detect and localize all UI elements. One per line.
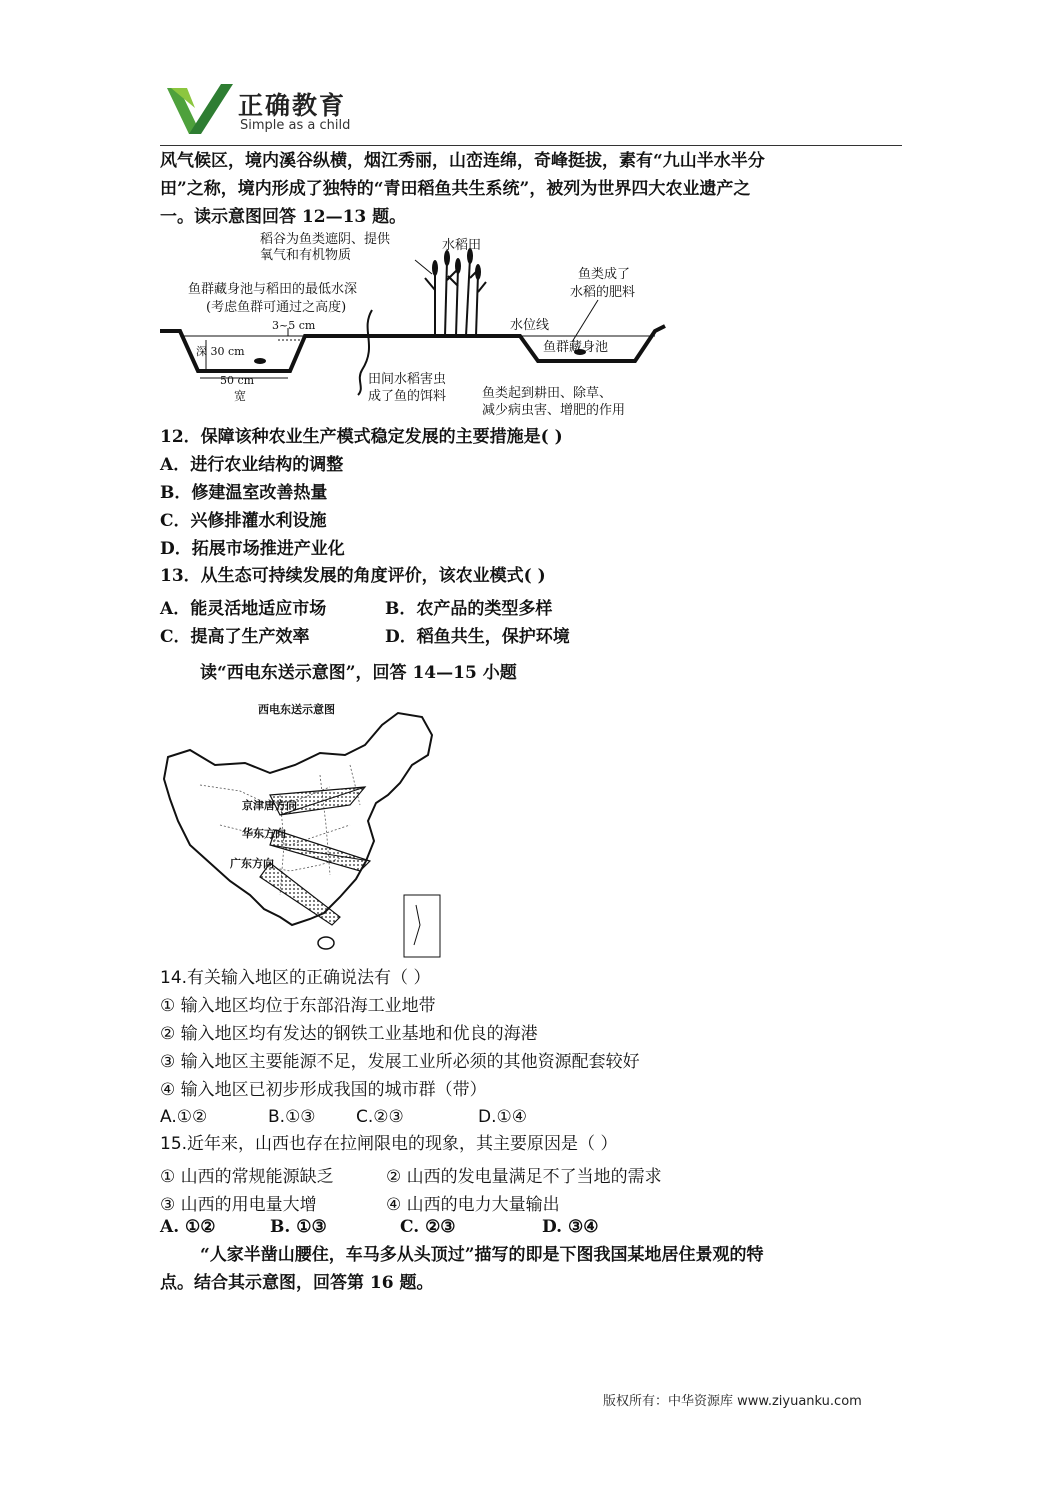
label-width: 宽 (234, 389, 247, 403)
header-divider (160, 145, 902, 146)
q13-option-b: B．农产品的类型多样 (385, 599, 553, 619)
q16-intro-line-2: 点。结合其示意图，回答第 16 题。 (160, 1273, 434, 1293)
label-width-value: 50 cm (220, 374, 255, 387)
label-paddy: 水稻田 (442, 238, 482, 253)
q15-option-d: D. ③④ (542, 1217, 599, 1237)
logo-slogan: Simple as a child (240, 118, 351, 133)
label-pest-2: 成了鱼的饵料 (368, 389, 447, 404)
q15-statement-2: ② 山西的发电量满足不了当地的需求 (386, 1167, 662, 1187)
route-middle-label: 华东方向 (242, 827, 286, 840)
q14-statement-1: ① 输入地区均位于东部沿海工业地带 (160, 996, 436, 1016)
q13-option-a: A．能灵活地适应市场 (160, 599, 327, 619)
label-pest-1: 田间水稻害虫 (368, 372, 447, 387)
q14-statement-3: ③ 输入地区主要能源不足，发展工业所必须的其他资源配套较好 (160, 1052, 640, 1072)
label-role-2: 减少病虫害、增肥的作用 (482, 403, 626, 418)
label-rice-shade-1: 稻谷为鱼类遮阴、提供 (260, 232, 391, 247)
label-depth-range: 3~5 cm (272, 319, 316, 332)
label-role-1: 鱼类起到耕田、除草、 (482, 386, 613, 401)
footer-copyright: 版权所有：中华资源库 www.ziyuanku.com (603, 1394, 862, 1409)
intro-line-1: 风气候区，境内溪谷纵横，烟江秀丽，山峦连绵，奇峰挺拔，素有“九山半水半分 (160, 151, 765, 171)
q15-option-a: A. ①② (160, 1217, 216, 1237)
intro-line-3: 一。读示意图回答 12—13 题。 (160, 207, 407, 227)
q12-option-a: A．进行农业结构的调整 (160, 455, 344, 475)
label-min-depth-1: 鱼群藏身池与稻田的最低水深 (188, 282, 358, 297)
label-pool: 鱼群藏身池 (543, 340, 609, 355)
label-water-line: 水位线 (510, 318, 550, 333)
route-south-label: 广东方向 (230, 857, 274, 870)
label-min-depth-2: (考虑鱼群可通过之高度) (206, 300, 347, 315)
q16-intro-line-1: “人家半凿山腰住，车马多从头顶过”描写的即是下图我国某地居住景观的特 (200, 1245, 764, 1265)
intro-line-2: 田”之称，境内形成了独特的“青田稻鱼共生系统”，被列为世界四大农业遗产之 (160, 179, 751, 199)
q15-option-b: B. ①③ (270, 1217, 327, 1237)
rice-fish-diagram (160, 230, 670, 420)
label-fish-fert-1: 鱼类成了 (578, 267, 631, 282)
label-deep: 深 30 cm (196, 345, 245, 358)
map-title: 西电东送示意图 (258, 703, 335, 716)
q15-statement-4: ④ 山西的电力大量输出 (386, 1195, 560, 1215)
china-outline-map (160, 695, 445, 960)
logo-name: 正确教育 (238, 91, 347, 120)
label-rice-shade-2: 氧气和有机物质 (260, 248, 352, 263)
q14-option-d: D.①④ (478, 1107, 527, 1127)
q13-option-d: D．稻鱼共生，保护环境 (385, 627, 570, 647)
q14-option-a: A.①② (160, 1107, 208, 1127)
logo-check-icon (165, 82, 235, 136)
q14-stem: 14.有关输入地区的正确说法有（ ） (160, 968, 431, 988)
q15-statement-3: ③ 山西的用电量大增 (160, 1195, 317, 1215)
q12-option-d: D．拓展市场推进产业化 (160, 539, 345, 559)
q14-statement-2: ② 输入地区均有发达的钢铁工业基地和优良的海港 (160, 1024, 538, 1044)
map-intro: 读“西电东送示意图”，回答 14—15 小题 (200, 663, 517, 683)
q13-stem: 13．从生态可持续发展的角度评价，该农业模式( ) (160, 566, 546, 586)
label-fish-fert-2: 水稻的肥料 (570, 285, 636, 300)
q12-stem: 12．保障该种农业生产模式稳定发展的主要措施是( ) (160, 427, 563, 447)
q15-option-c: C. ②③ (400, 1217, 456, 1237)
q14-option-b: B.①③ (268, 1107, 316, 1127)
q14-option-c: C.②③ (356, 1107, 404, 1127)
q15-stem: 15.近年来，山西也存在拉闸限电的现象，其主要原因是（ ） (160, 1134, 618, 1154)
q12-option-b: B．修建温室改善热量 (160, 483, 328, 503)
q15-statement-1: ① 山西的常规能源缺乏 (160, 1167, 334, 1187)
q14-statement-4: ④ 输入地区已初步形成我国的城市群（带） (160, 1080, 487, 1100)
route-north-label: 京津唐方向 (242, 799, 297, 812)
q13-option-c: C．提高了生产效率 (160, 627, 310, 647)
q12-option-c: C．兴修排灌水利设施 (160, 511, 327, 531)
power-transmission-map (160, 695, 445, 960)
